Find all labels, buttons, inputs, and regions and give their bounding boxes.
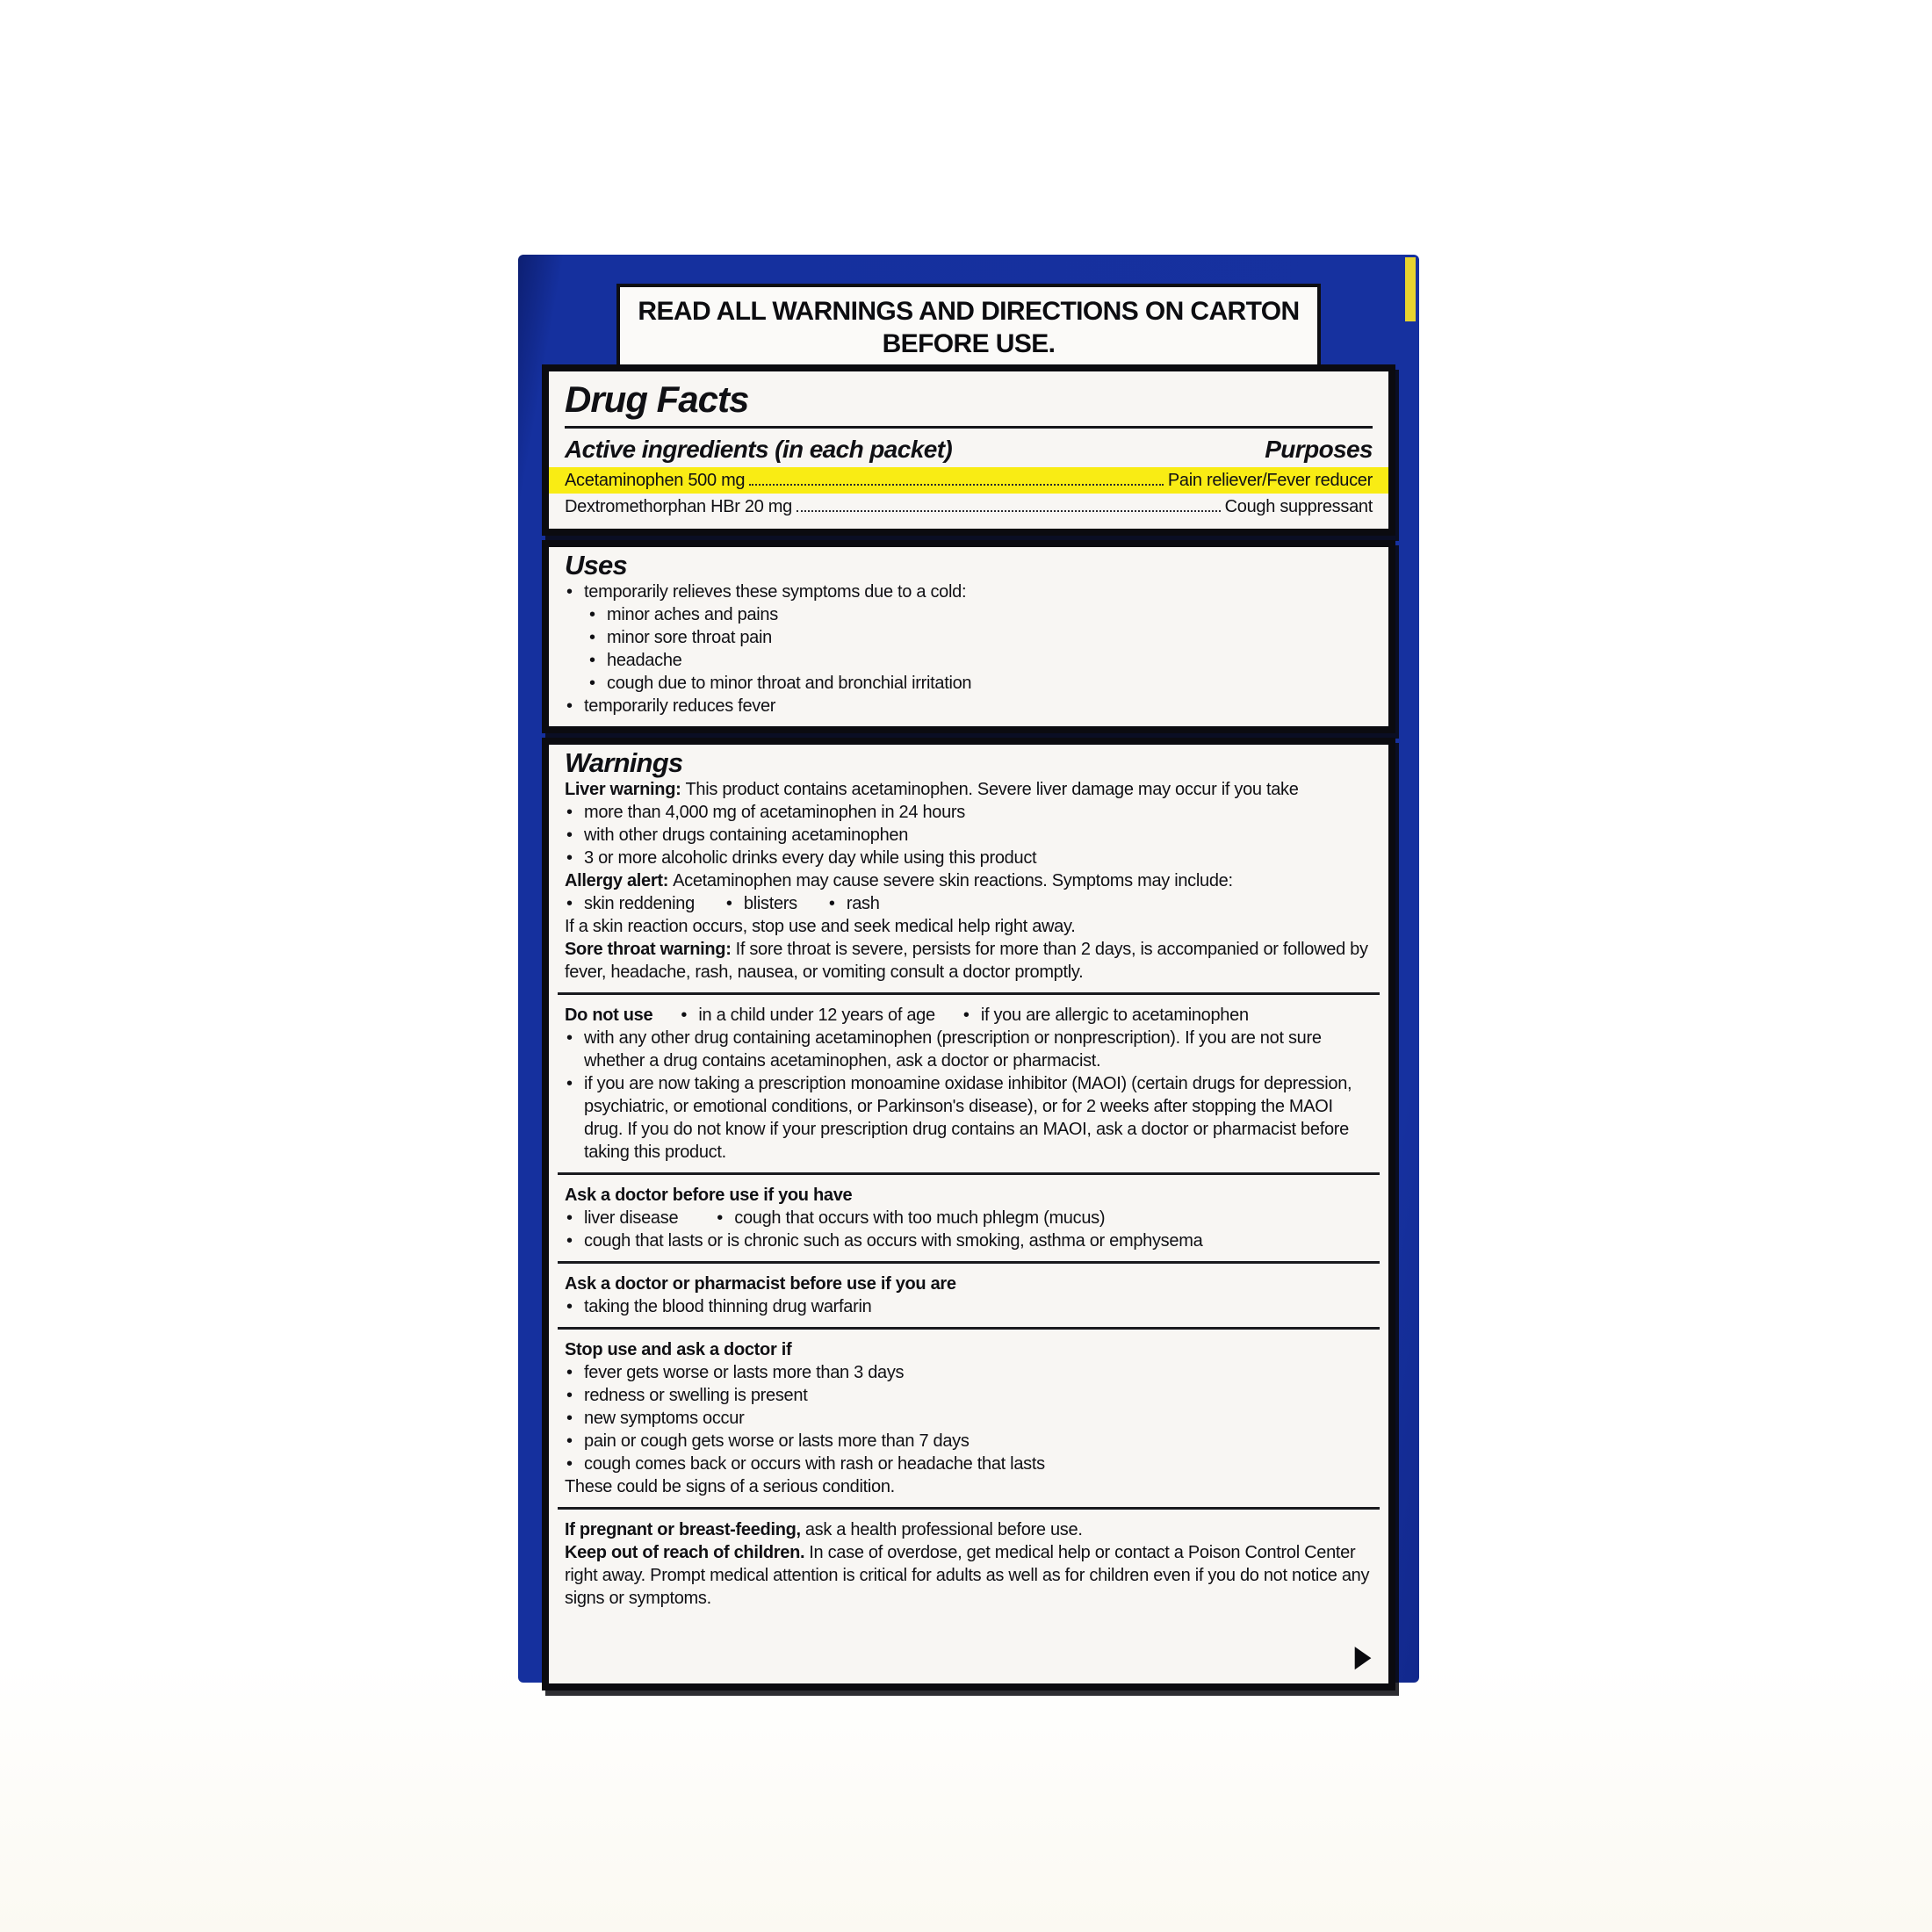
- list-item: • skin reddening: [565, 892, 695, 915]
- list-item: • temporarily reduces fever: [565, 695, 1373, 717]
- list-item: • pain or cough gets worse or lasts more than 7 days: [565, 1430, 1373, 1453]
- ask-doctor-list: [549, 1229, 1388, 1252]
- list-item: • cough that occurs with too much phlegm (mucus): [715, 1207, 1105, 1229]
- list-item: • new symptoms occur: [565, 1407, 1373, 1430]
- list-item: • cough that lasts or is chronic such as occurs with smoking, asthma or emphysema: [565, 1229, 1373, 1252]
- pregnant-warning-text: ask a health professional before use.: [804, 1520, 1083, 1539]
- list-item: • liver disease: [565, 1207, 678, 1229]
- list-item: • fever gets worse or lasts more than 3 days: [565, 1361, 1373, 1384]
- list-item: • in a child under 12 years of age: [679, 1004, 934, 1027]
- keep-out-of-reach-label: Keep out of reach of children.: [565, 1543, 805, 1562]
- list-item: • more than 4,000 mg of acetaminophen in 24 hours: [565, 801, 1373, 824]
- section-divider: [558, 992, 1380, 995]
- allergy-symptoms-list: [549, 892, 1388, 915]
- ask-pharmacist-label: Ask a doctor or pharmacist before use if you are: [565, 1274, 956, 1294]
- drug-facts-panel: [542, 364, 1395, 1690]
- liver-warning-text: This product contains acetaminophen. Severe liver damage may occur if you take: [685, 780, 1299, 799]
- keep-out-of-reach-paragraph: [549, 1541, 1388, 1610]
- sore-throat-warning-paragraph: [549, 938, 1388, 984]
- do-not-use-list: [549, 1027, 1388, 1164]
- ingredient-purpose: Cough suppressant: [1224, 497, 1373, 516]
- banner-line-1: READ ALL WARNINGS AND DIRECTIONS ON CARTON BEFORE USE.: [638, 297, 1300, 358]
- section-divider: [558, 1261, 1380, 1264]
- list-item: • temporarily relieves these symptoms due to a cold:: [565, 580, 1373, 603]
- active-ingredients-header: Active ingredients (in each packet): [565, 436, 953, 463]
- next-panel-arrow-icon: ▶: [1354, 1640, 1372, 1673]
- ingredient-row-dextromethorphan: [549, 494, 1388, 520]
- do-not-use-label: Do not use: [565, 1006, 653, 1025]
- stop-use-heading: [549, 1338, 1388, 1361]
- list-item: • redness or swelling is present: [565, 1384, 1373, 1407]
- list-item: • with any other drug containing acetaminophen (prescription or nonprescription). If you are not sure whether a drug contains acetaminophen, ask a doctor or pharmacist.: [565, 1027, 1373, 1072]
- ask-pharmacist-heading: [549, 1272, 1388, 1295]
- ingredient-name: Dextromethorphan HBr 20 mg: [565, 497, 792, 516]
- list-item: • cough due to minor throat and bronchial irritation: [588, 672, 1373, 695]
- sore-throat-warning-text: If sore throat is severe, persists for more than 2 days, is accompanied or followed by fever, headache, rash, nausea, or vomiting consult a doctor promptly.: [565, 940, 1368, 982]
- uses-section: [542, 540, 1395, 733]
- stop-use-footer: These could be signs of a serious condition.: [565, 1477, 895, 1496]
- dotted-leader: [797, 510, 1221, 512]
- ingredient-name: Acetaminophen 500 mg: [565, 471, 746, 490]
- ask-doctor-inline-list: [549, 1207, 1388, 1229]
- list-item: • minor aches and pains: [588, 603, 1373, 626]
- section-divider: [558, 1327, 1380, 1330]
- sore-throat-warning-label: Sore throat warning:: [565, 940, 732, 959]
- allergy-alert-paragraph: [549, 869, 1388, 892]
- pregnant-warning-label: If pregnant or breast-feeding,: [565, 1520, 801, 1539]
- ask-doctor-heading: [549, 1184, 1388, 1207]
- list-item: • taking the blood thinning drug warfarin: [565, 1295, 1373, 1318]
- keep-out-of-reach-text: In case of overdose, get medical help or contact a Poison Control Center right away. Prompt medical attention is critical for adults as well as for children even if you do not notice any signs or symptoms.: [565, 1543, 1370, 1608]
- ask-pharmacist-list: [549, 1295, 1388, 1318]
- do-not-use-heading: [549, 1004, 1388, 1027]
- uses-title: Uses: [565, 550, 627, 580]
- uses-list: [549, 580, 1388, 603]
- pregnant-warning-paragraph: [549, 1518, 1388, 1541]
- list-item: • cough comes back or occurs with rash or headache that lasts: [565, 1453, 1373, 1475]
- list-item: • rash: [827, 892, 880, 915]
- allergy-alert-label: Allergy alert:: [565, 871, 669, 890]
- warnings-title: Warnings: [565, 747, 683, 778]
- stop-use-list: [549, 1361, 1388, 1475]
- purposes-header: Purposes: [1265, 436, 1373, 463]
- liver-warning-list: [549, 801, 1388, 869]
- liver-warning-paragraph: [549, 778, 1388, 801]
- uses-list-end: [549, 695, 1388, 717]
- list-item: • if you are now taking a prescription monoamine oxidase inhibitor (MAOI) (certain drugs for depression, psychiatric, or emotional conditions, or Parkinson's disease), or for 2 weeks after stopping the MAOI drug. If you do not know if your prescription drug contains an MAOI, ask a doctor or pharmacist before taking this product.: [565, 1072, 1373, 1164]
- carton-back-panel: [518, 255, 1419, 1683]
- list-item: • 3 or more alcoholic drinks every day while using this product: [565, 847, 1373, 869]
- list-item: • with other drugs containing acetaminophen: [565, 824, 1373, 847]
- ingredients-table-header: [549, 429, 1388, 467]
- drug-facts-header-section: [542, 364, 1395, 536]
- warnings-section: [542, 738, 1395, 1690]
- ask-doctor-label: Ask a doctor before use if you have: [565, 1186, 853, 1205]
- liver-warning-label: Liver warning:: [565, 780, 681, 799]
- section-divider: [558, 1172, 1380, 1175]
- list-item: • blisters: [724, 892, 797, 915]
- uses-sublist: [549, 603, 1388, 695]
- carton-edge-yellow-stripe: [1405, 257, 1416, 321]
- list-item: • headache: [588, 649, 1373, 672]
- ingredient-purpose: Pain reliever/Fever reducer: [1167, 471, 1373, 490]
- stop-use-label: Stop use and ask a doctor if: [565, 1340, 792, 1359]
- dotted-leader: [749, 484, 1164, 486]
- ingredient-row-acetaminophen: [549, 467, 1388, 494]
- section-divider: [558, 1507, 1380, 1510]
- skin-reaction-note: If a skin reaction occurs, stop use and seek medical help right away.: [565, 917, 1076, 936]
- list-item: • minor sore throat pain: [588, 626, 1373, 649]
- drug-facts-title: Drug Facts: [565, 378, 749, 420]
- list-item: • if you are allergic to acetaminophen: [962, 1004, 1249, 1027]
- allergy-alert-text: Acetaminophen may cause severe skin reactions. Symptoms may include:: [673, 871, 1233, 890]
